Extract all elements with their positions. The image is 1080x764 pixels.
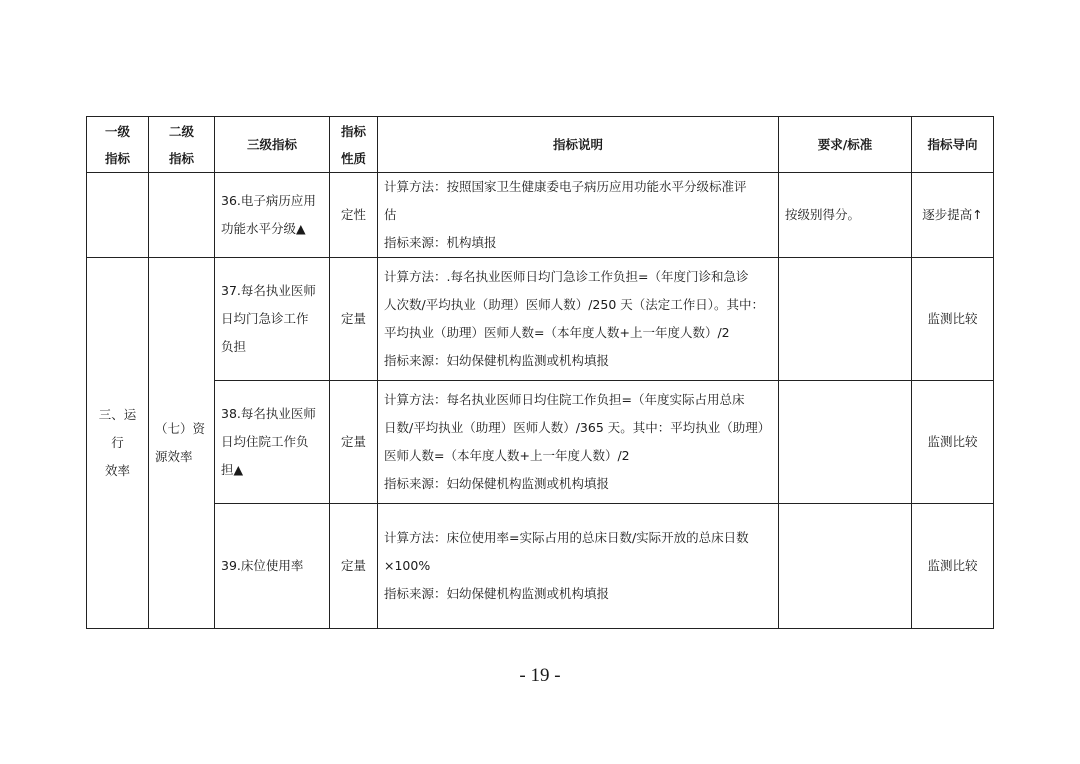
cell-description: 计算方法：床位使用率=实际占用的总床日数/实际开放的总床日数 ×100% 指标来源：妇幼保健机构监测或机构填报 <box>378 504 779 629</box>
cell-level2-merged: （七）资 源效率 <box>149 258 215 629</box>
cell-orientation: 监测比较 <box>912 504 994 629</box>
cell-description: 计算方法：按照国家卫生健康委电子病历应用功能水平分级标准评 估 指标来源：机构填报 <box>378 173 779 258</box>
header-orientation: 指标导向 <box>912 117 994 173</box>
cell-orientation: 监测比较 <box>912 381 994 504</box>
header-level1: 一级 指标 <box>87 117 149 173</box>
cell-requirement <box>779 504 912 629</box>
cell-level3: 37.每名执业医师 日均门急诊工作 负担 <box>215 258 330 381</box>
cell-orientation: 监测比较 <box>912 258 994 381</box>
header-description: 指标说明 <box>378 117 779 173</box>
cell-level1-merged: 三、运行 效率 <box>87 258 149 629</box>
indicator-table <box>86 116 994 629</box>
header-nature: 指标 性质 <box>330 117 378 173</box>
cell-description: 计算方法：每名执业医师日均住院工作负担=（年度实际占用总床 日数/平均执业（助理）医师人数）/365 天。其中：平均执业（助理） 医师人数=（本年度人数+上一年度人数）/2 指标来源：妇幼保健机构监测或机构填报 <box>378 381 779 504</box>
cell-level1 <box>87 173 149 258</box>
cell-nature: 定量 <box>330 504 378 629</box>
table-row <box>87 173 994 258</box>
page-number: - 19 - <box>519 665 561 686</box>
cell-nature: 定量 <box>330 258 378 381</box>
cell-nature: 定量 <box>330 381 378 504</box>
header-row <box>87 117 994 173</box>
table-row <box>87 504 994 629</box>
cell-level3: 39.床位使用率 <box>215 504 330 629</box>
header-level2: 二级 指标 <box>149 117 215 173</box>
table-row <box>87 381 994 504</box>
cell-description: 计算方法：.每名执业医师日均门急诊工作负担=（年度门诊和急诊 人次数/平均执业（助理）医师人数）/250 天（法定工作日）。其中： 平均执业（助理）医师人数=（本年度人数+上一年度人数）/2 指标来源：妇幼保健机构监测或机构填报 <box>378 258 779 381</box>
cell-orientation: 逐步提高↑ <box>912 173 994 258</box>
cell-requirement <box>779 381 912 504</box>
cell-nature: 定性 <box>330 173 378 258</box>
cell-requirement <box>779 258 912 381</box>
header-level3: 三级指标 <box>215 117 330 173</box>
cell-level3: 36.电子病历应用 功能水平分级▲ <box>215 173 330 258</box>
table-row <box>87 258 994 381</box>
cell-requirement: 按级别得分。 <box>779 173 912 258</box>
header-requirement: 要求/标准 <box>779 117 912 173</box>
cell-level2 <box>149 173 215 258</box>
cell-level3: 38.每名执业医师 日均住院工作负 担▲ <box>215 381 330 504</box>
